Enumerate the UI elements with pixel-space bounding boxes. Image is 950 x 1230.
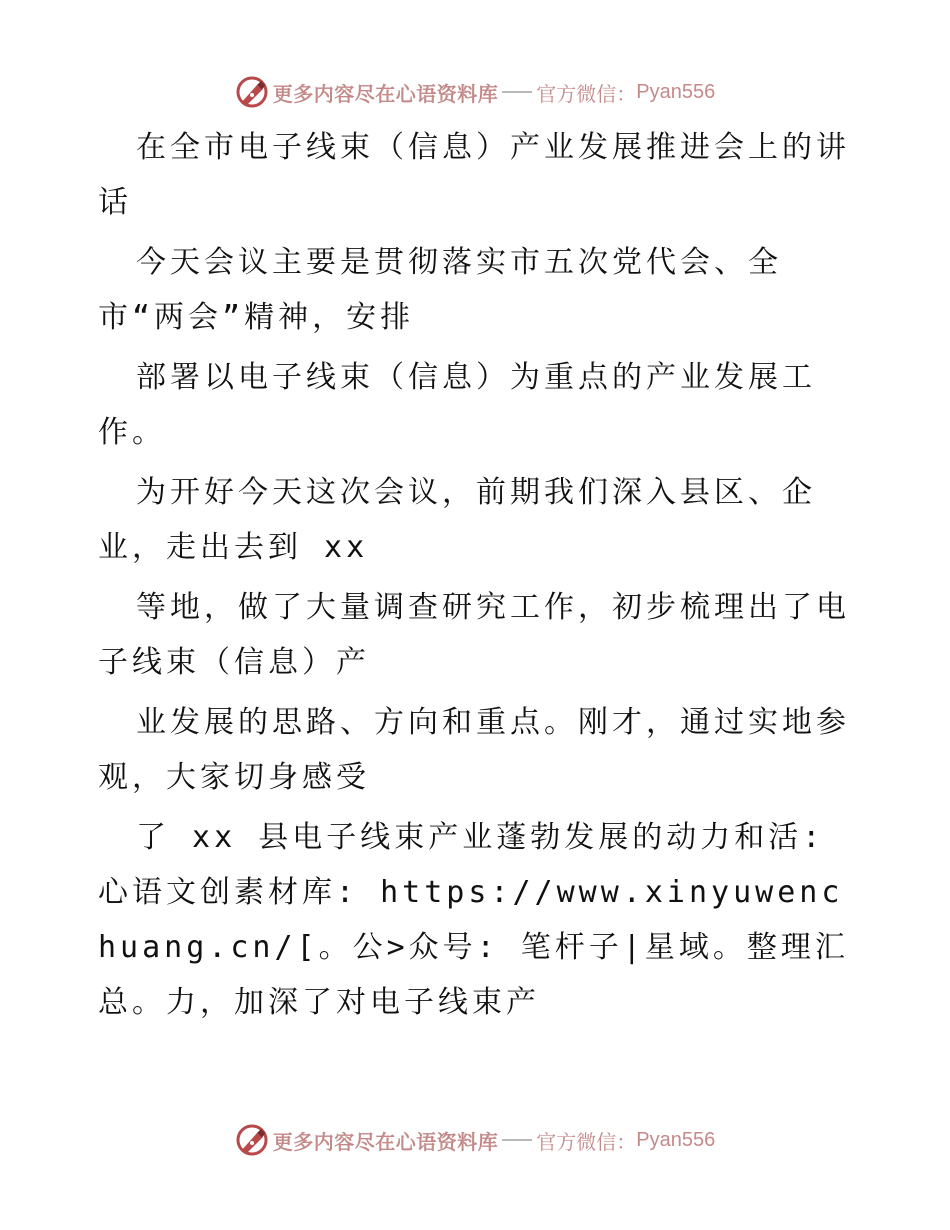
header-contact-label: 官方微信： <box>536 81 637 106</box>
paragraph: 等地，做了大量调查研究工作，初步梳理出了电子线束（信息）产 <box>98 590 850 680</box>
footer-brand-text: 更多内容尽在心语资料库 <box>272 1129 499 1154</box>
header-brand-text: 更多内容尽在心语资料库 <box>272 81 499 106</box>
footer-dash <box>502 1139 532 1141</box>
footer-contact-label: 官方微信： <box>536 1129 637 1154</box>
footer-watermark-banner <box>0 1120 950 1160</box>
footer-contact-id: Pyan556 <box>636 1128 716 1151</box>
header-contact-id: Pyan556 <box>636 80 716 103</box>
paragraph: 为开好今天这次会议，前期我们深入县区、企业，走出去到 xx <box>98 475 816 565</box>
header-watermark-banner <box>0 72 950 112</box>
paragraph: 部署以电子线束（信息）为重点的产业发展工作。 <box>98 360 816 450</box>
paragraph: 了 xx 县电子线束产业蓬勃发展的动力和活:心语文创素材库: https://www.xinyuwenchuang.cn/[。公>众号: 笔杆子|星域。整理汇总。力，加深了对电子线束产 <box>98 820 849 1020</box>
header-dash <box>502 91 532 93</box>
paragraph-title: 在全市电子线束（信息）产业发展推进会上的讲话 <box>98 130 850 220</box>
paragraph: 业发展的思路、方向和重点。刚才，通过实地参观，大家切身感受 <box>98 705 850 795</box>
document-body <box>98 120 856 1035</box>
pen-nib-logo-icon <box>235 75 269 109</box>
pen-nib-logo-icon <box>235 1123 269 1157</box>
paragraph: 今天会议主要是贯彻落实市五次党代会、全市“两会”精神，安排 <box>98 245 782 335</box>
